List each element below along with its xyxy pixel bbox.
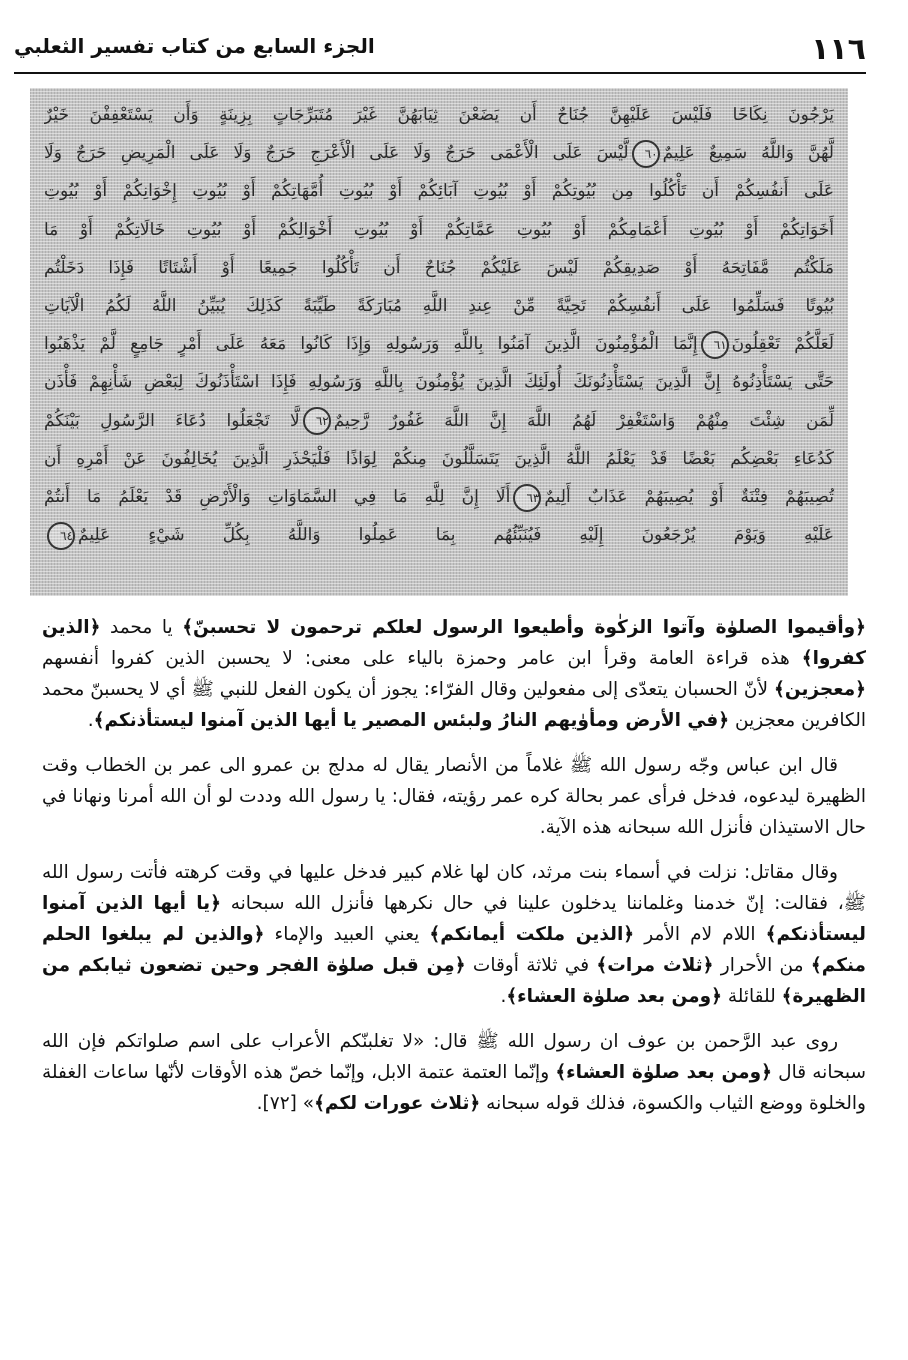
quran-quote: ﴿ومن بعد صلوٰة العشاء﴾	[506, 986, 722, 1007]
commentary-text: اللام لام الأمر	[634, 924, 766, 945]
page-header	[14, 30, 866, 74]
quran-verse-text: لِّمَن شِئْتَ مِنْهُمْ وَاسْتَغْفِرْ لَهُمُ اللَّهَ إِنَّ اللَّهَ غَفُورٌ رَّحِيمٌ	[333, 410, 834, 431]
ayah-number-marker: ٦٠	[632, 140, 660, 168]
commentary-paragraph	[42, 612, 866, 736]
quran-verse-text: لَعَلَّكُمْ تَعْقِلُونَ	[731, 334, 834, 355]
commentary-text: .	[87, 710, 94, 731]
running-title: الجزء السابع من كتاب تفسير الثعلبي	[14, 34, 375, 58]
quran-line	[44, 134, 834, 172]
quran-verse-text: عَلَى أَنفُسِكُمْ أَن تَأْكُلُوا مِن بُيُوتِكُمْ أَوْ بُيُوتِ آبَائِكُمْ أَوْ بُيُوتِ أُمَّهَاتِكُمْ أَوْ بُيُوتِ إِخْوَانِكُمْ أَوْ بُيُوتِ	[44, 181, 834, 202]
quran-quote: ﴿والذين لم يبلغوا الحلم منكم﴾	[42, 924, 866, 976]
quran-verse-text: كَدُعَاءِ بَعْضِكُم بَعْضًا قَدْ يَعْلَمُ اللَّهُ الَّذِينَ يَتَسَلَّلُونَ مِنكُمْ لِوَاذًا فَلْيَحْذَرِ الَّذِينَ يُخَالِفُونَ عَنْ أَمْرِهِ أَن	[44, 448, 834, 469]
ayah-number-marker: ٦١	[701, 331, 729, 359]
quran-line	[44, 363, 834, 401]
quran-verse-text: لَّا تَجْعَلُوا دُعَاءَ الرَّسُولِ بَيْنَكُمْ	[44, 410, 300, 431]
commentary-text: روى عبد الرَّحمن بن عوف ان رسول الله ﷺ قال: «لا تغلبنّكم الأعراب على اسم صلواتكم فإن الله سبحانه قال	[42, 1031, 866, 1083]
commentary-paragraph	[42, 857, 866, 1012]
page-number: ١١٦	[811, 32, 866, 67]
commentary-text: .	[500, 986, 507, 1007]
quran-verse-text: عَلَيْهِ وَيَوْمَ يُرْجَعُونَ إِلَيْهِ فَيُنَبِّئُهُم بِمَا عَمِلُوا وَاللَّهُ بِكُلِّ شَيْءٍ عَلِيمٌ	[78, 525, 834, 546]
commentary-text: يعني العبيد والإماء	[264, 924, 430, 945]
quran-line	[44, 172, 834, 210]
quran-verse-text: يَرْجُونَ نِكَاحًا فَلَيْسَ عَلَيْهِنَّ جُنَاحٌ أَن يَضَعْنَ ثِيَابَهُنَّ غَيْرَ مُتَبَرِّجَاتٍ بِزِينَةٍ وَأَن يَسْتَعْفِفْنَ خَيْرٌ	[44, 105, 834, 125]
commentary-paragraph	[42, 1026, 866, 1119]
ayah-number-marker: ٦٢	[303, 407, 331, 435]
quran-quote: ﴿الذين ملكت أيمانكم﴾	[429, 924, 635, 945]
quran-verse-text: إِنَّمَا الْمُؤْمِنُونَ الَّذِينَ آمَنُوا بِاللَّهِ وَرَسُولِهِ وَإِذَا كَانُوا مَعَهُ عَلَى أَمْرٍ جَامِعٍ لَّمْ يَذْهَبُوا	[44, 334, 698, 355]
header-rule	[14, 72, 866, 74]
quran-quote: ﴿وأقيموا الصلوٰة وآتوا الزكٰوة وأطيعوا الرسول لعلكم ترحمون لا تحسبنّ﴾	[182, 617, 866, 638]
commentary-paragraph	[42, 750, 866, 843]
quran-line	[44, 211, 834, 249]
quran-quote: ﴿ثلاث عورات لكم﴾	[314, 1093, 481, 1114]
quran-text-box	[30, 88, 848, 596]
commentary-text: في ثلاثة أوقات	[465, 955, 597, 976]
quran-line	[44, 325, 834, 363]
quran-line	[44, 402, 834, 440]
ayah-number-marker: ٦٤	[47, 522, 75, 550]
quran-verse-text: تُصِيبَهُمْ فِتْنَةٌ أَوْ يُصِيبَهُمْ عَذَابٌ أَلِيمٌ	[544, 487, 834, 508]
commentary-text: هذه قراءة العامة وقرأ ابن عامر وحمزة بالياء على معنى: لا يحسبن الذين كفروا أنفسهم	[42, 648, 802, 669]
commentary-text: وإنّما العتمة عتمة الابل، وإنّما خصّ هذه الأوقات لأنّها ساعات الغفلة والخلوة ووضع الثياب والكسوة، فذلك قوله سبحانه	[42, 1062, 866, 1114]
quran-line	[44, 96, 834, 134]
ayah-number-marker: ٦٣	[513, 484, 541, 512]
quran-quote: ﴿معجزين﴾	[773, 679, 866, 700]
quran-quote: ﴿ومن بعد صلوٰة العشاء﴾	[555, 1062, 772, 1083]
commentary-text: للقائلة	[721, 986, 782, 1007]
commentary-text: » [٧٢].	[256, 1093, 315, 1114]
commentary-text: من الأحرار	[713, 955, 811, 976]
quran-quote: ﴿ثلاث مرات﴾	[596, 955, 714, 976]
quran-quote: ﴿يا أيها الذين آمنوا ليستأذنكم﴾	[42, 893, 866, 945]
quran-line	[44, 249, 834, 287]
quran-verse-text: حَتَّى يَسْتَأْذِنُوهُ إِنَّ الَّذِينَ يَسْتَأْذِنُونَكَ أُولَئِكَ الَّذِينَ يُؤْمِنُونَ بِاللَّهِ وَرَسُولِهِ فَإِذَا اسْتَأْذَنُوكَ لِبَعْضِ شَأْنِهِمْ فَأْذَن	[44, 372, 834, 393]
quran-quote: ﴿مِن قبل صلوٰة الفجر وحين تضعون ثيابكم من الظهيرة﴾	[42, 955, 866, 1007]
commentary-body	[42, 612, 866, 1133]
quran-verse-text: لَّيْسَ عَلَى الْأَعْمَى حَرَجٌ وَلَا عَلَى الْأَعْرَجِ حَرَجٌ وَلَا عَلَى الْمَرِيضِ حَرَجٌ وَلَا	[44, 143, 629, 164]
quran-verse-text: أَخَوَاتِكُمْ أَوْ بُيُوتِ أَعْمَامِكُمْ أَوْ بُيُوتِ عَمَّاتِكُمْ أَوْ بُيُوتِ أَخْوَالِكُمْ أَوْ بُيُوتِ خَالَاتِكُمْ أَوْ مَا	[44, 219, 834, 240]
commentary-text: لأنّ الحسبان يتعدّى إلى مفعولين وقال الفرّاء: يجوز أن يكون الفعل للنبي ﷺ أي لا يحسبنّ محمد الكافرين معجزين	[42, 679, 866, 731]
quran-verse-text: بُيُوتًا فَسَلِّمُوا عَلَى أَنفُسِكُمْ تَحِيَّةً مِّنْ عِندِ اللَّهِ مُبَارَكَةً طَيِّبَةً كَذَلِكَ يُبَيِّنُ اللَّهُ لَكُمُ الْآيَاتِ	[44, 296, 834, 317]
quran-verse-text: أَلَا إِنَّ لِلَّهِ مَا فِي السَّمَاوَاتِ وَالْأَرْضِ قَدْ يَعْلَمُ مَا أَنتُمْ	[44, 487, 511, 508]
quran-line	[44, 440, 834, 478]
commentary-text: يا محمد	[100, 617, 183, 638]
quran-verse-text: لَّهُنَّ وَاللَّهُ سَمِيعٌ عَلِيمٌ	[662, 143, 834, 164]
commentary-text: قال ابن عباس وجّه رسول الله ﷺ غلاماً من الأنصار يقال له مدلج بن عمرو الى عمر بن الخطاب وقت الظهيرة ليدعوه، فدخل فرأى عمر بحالة كره عمر رؤيته، فقال: يا رسول الله وددت لو أن الله أمرنا ونهانا في حال الاستيذان فأنزل الله سبحانه هذه الآية.	[42, 755, 866, 838]
commentary-text: وقال مقاتل: نزلت في أسماء بنت مرثد، كان لها غلام كبير فدخل عليها في وقت كرهته فأتت رسول الله ﷺ، فقالت: إنّ خدمنا وغلماننا يدخلون علينا في حال نكرهها فأنزل الله سبحانه	[42, 862, 867, 914]
quran-quote: ﴿الذين كفروا﴾	[42, 617, 866, 669]
quran-verse-text: مَلَكْتُم مَّفَاتِحَهُ أَوْ صَدِيقِكُمْ لَيْسَ عَلَيْكُمْ جُنَاحٌ أَن تَأْكُلُوا جَمِيعًا أَوْ أَشْتَاتًا فَإِذَا دَخَلْتُم	[44, 257, 834, 278]
quran-line	[44, 478, 834, 516]
quran-line	[44, 516, 834, 554]
quran-line	[44, 287, 834, 325]
quran-quote: ﴿في الأرض ومأوٰيهم النارُ ولبئس المصير يا أيها الذين آمنوا ليستأذنكم﴾	[93, 710, 730, 731]
